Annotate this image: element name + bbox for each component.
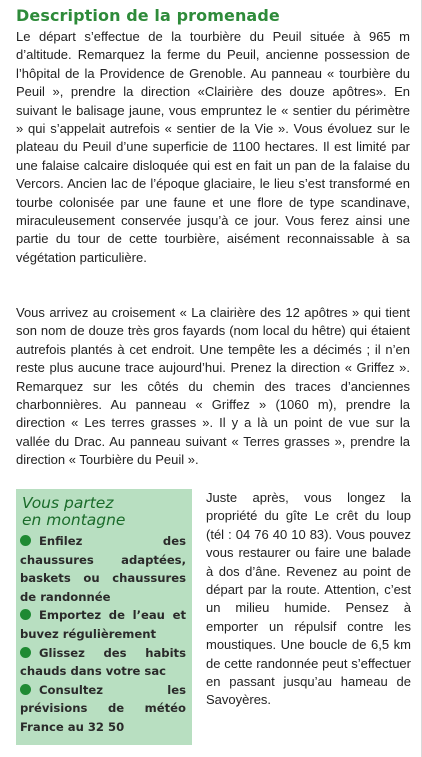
green-dot-icon bbox=[20, 535, 31, 546]
tips-box bbox=[16, 489, 192, 745]
tip-item bbox=[20, 532, 186, 606]
tip-item bbox=[20, 681, 186, 737]
tips-title-line-1: Vous partez bbox=[22, 494, 114, 512]
tip-item bbox=[20, 644, 186, 681]
tip-text: Emportez de l’eau et buvez régulièrement bbox=[20, 608, 186, 641]
paragraph-route: Vous arrivez au croisement « La clairière des 12 apôtres » qui tient son nom de douze très gros fayards (nom local du hêtre) qui étaient autrefois plantés à cet endroit. Une tempête les a décimés ; il n’en reste plus aucune trace aujourd’hui. Prenez la direction « Griffez ». Remarquez sur les côtés du chemin des traces d’anciennes charbonnières. Au panneau « Griffez » (1060 m), prendre la direction « Les terres grasses ». Il y a là un point de vue sur la vallée du Drac. Au panneau suivant « Terres grasses », prendre la direction « Tourbière du Peuil ». bbox=[16, 305, 410, 468]
paragraph-ending: Juste après, vous longez la propriété du gîte Le crêt du loup (tél : 04 76 40 10 83). Vous pouvez vous restaurer ou faire une balade à dos d’âne. Revenez au point de départ par la route. Attention, c’est un milieu humide. Pensez à emporter un répulsif contre les moustiques. Une boucle de 6,5 km de cette randonnée peut s’effectuer en passant jusqu’au hameau de Savoyères. bbox=[206, 490, 411, 708]
tips-title-line-2: en montagne bbox=[22, 511, 126, 529]
tip-text: Enfilez des chaussures adaptées, baskets ou chaussures de randonnée bbox=[20, 534, 186, 604]
page-title: Description de la promenade bbox=[16, 6, 280, 25]
paragraph-intro: Le départ s’effectue de la tourbière du Peuil située à 965 m d’altitude. Remarquez la ferme du Peuil, ancienne possession de l’hôpital de la Providence de Grenoble. Au panneau « tourbière du Peuil », prendre la direction «Clairière des douze apôtres». En suivant le balisage jaune, vous empruntez le « sentier du périmètre » qui s’appelait autrefois « sentier de la Vie ». Vous évoluez sur le plateau du Peuil d’une superficie de 1100 hectares. Il est limité par une falaise calcaire disloquée qui est en fait un pan de la falaise du Vercors. Ancien lac de l’époque glaciaire, le lieu s’est transformé en tourbe colonisée par une faune et une flore de type scandinave, miraculeusement conservée jusqu’à ce jour. Vous ferez ainsi une partie du tour de cette tourbière, aisément reconnaissable à sa végétation particulière. bbox=[16, 29, 410, 265]
tip-text: Glissez des habits chauds dans votre sac bbox=[20, 645, 186, 679]
tip-text: Consultez les prévisions de météo France au 32 50 bbox=[20, 682, 186, 734]
tip-item bbox=[20, 606, 186, 643]
green-dot-icon bbox=[20, 609, 31, 620]
tips-box-title bbox=[22, 495, 186, 529]
green-dot-icon bbox=[20, 647, 31, 658]
tips-list bbox=[20, 532, 186, 737]
green-dot-icon bbox=[20, 684, 31, 695]
